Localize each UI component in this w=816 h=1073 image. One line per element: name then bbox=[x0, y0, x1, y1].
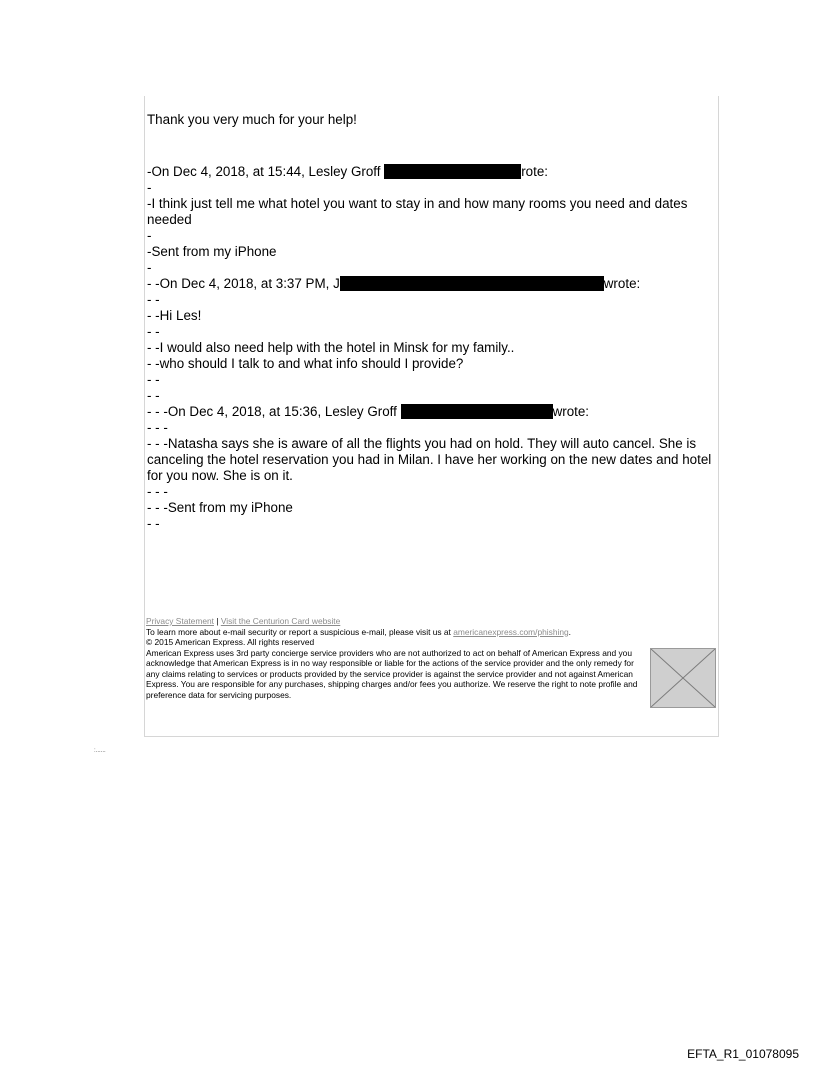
stray-mark: :...... bbox=[94, 748, 106, 754]
footer-links-row bbox=[146, 616, 718, 627]
thread-line bbox=[147, 388, 719, 404]
thread-line-text: - - bbox=[147, 372, 160, 387]
thread-line-text: - - - bbox=[147, 484, 168, 499]
privacy-statement-link[interactable]: Privacy Statement bbox=[146, 616, 214, 626]
quoted-thread bbox=[147, 164, 719, 532]
thread-line-suffix: wrote: bbox=[603, 276, 641, 291]
thread-line bbox=[147, 404, 719, 420]
thread-line-text: - bbox=[147, 260, 152, 275]
thread-line-text: - - bbox=[147, 324, 160, 339]
thread-line-text: - -I would also need help with the hotel in Minsk for my family.. bbox=[147, 340, 515, 355]
security-text: To learn more about e-mail security or report a suspicious e-mail, please visit us at bbox=[146, 626, 454, 637]
redaction-bar bbox=[384, 164, 521, 179]
opening-line: Thank you very much for your help! bbox=[147, 112, 357, 127]
thread-line-suffix: wrote: bbox=[552, 404, 590, 419]
thread-line-text: - bbox=[147, 228, 152, 243]
thread-line bbox=[147, 356, 719, 372]
bates-number: EFTA_R1_01078095 bbox=[687, 1047, 799, 1061]
thread-line bbox=[147, 276, 719, 292]
thread-line-text: - - bbox=[147, 292, 160, 307]
thread-line-text: -On Dec 4, 2018, at 15:44, Lesley Groff bbox=[147, 164, 385, 179]
copyright: © 2015 American Express. All rights reserved bbox=[146, 637, 315, 647]
thread-line-text: - - -Natasha says she is aware of all the flights you had on hold. They will auto cancel. She is canceling the hotel reservation you had in Milan. I have her working on the new dates and hotel for you now. She is on it. bbox=[147, 436, 715, 483]
email-body bbox=[147, 112, 719, 532]
thread-line bbox=[147, 164, 719, 180]
legal-row bbox=[146, 648, 718, 708]
link-separator: | bbox=[213, 616, 221, 626]
email-footer bbox=[146, 616, 718, 708]
security-notice bbox=[146, 627, 718, 638]
phishing-link[interactable]: americanexpress.com/phishing bbox=[453, 626, 569, 637]
thread-line-text: - -who should I talk to and what info should I provide? bbox=[147, 356, 464, 371]
thread-line bbox=[147, 292, 719, 308]
thread-line-text: - - -On Dec 4, 2018, at 15:36, Lesley Groff bbox=[147, 404, 401, 419]
thread-line bbox=[147, 260, 719, 276]
thread-line bbox=[147, 196, 719, 228]
legal-disclaimer: American Express uses 3rd party concierge service providers who are not authorized to act on behalf of American Express and you acknowledge that American Express is in no way responsible or liable for the actions of the service provider and the only remedy for any claims relating to services or products provided by the service provider is against the service provider and not against American Express. You are responsible for any purchases, shipping charges and/or fees you authorize. We reserve the right to note profile and preference data for servicing purposes. bbox=[146, 647, 638, 700]
thread-line-text: - - -Sent from my iPhone bbox=[147, 500, 293, 515]
centurion-card-link[interactable]: Visit the Centurion Card website bbox=[220, 616, 341, 626]
thread-line bbox=[147, 324, 719, 340]
thread-line-text: - -On Dec 4, 2018, at 3:37 PM, J bbox=[147, 276, 340, 291]
thread-line-text: -Sent from my iPhone bbox=[147, 244, 277, 259]
thread-line bbox=[147, 484, 719, 500]
thread-line-text: - - bbox=[147, 516, 160, 531]
thread-line-text: - -Hi Les! bbox=[147, 308, 202, 323]
thread-line bbox=[147, 244, 719, 260]
thread-line-text: - - - bbox=[147, 420, 168, 435]
placeholder-cross-icon bbox=[651, 649, 715, 707]
redaction-bar bbox=[401, 404, 553, 419]
thread-line bbox=[147, 436, 719, 484]
thread-line bbox=[147, 228, 719, 244]
thread-line-text: -I think just tell me what hotel you want to stay in and how many rooms you need and dates needed bbox=[147, 196, 692, 227]
redaction-bar bbox=[340, 276, 604, 291]
thread-line bbox=[147, 308, 719, 324]
thread-line bbox=[147, 516, 719, 532]
broken-image-icon bbox=[650, 648, 716, 708]
thread-line bbox=[147, 180, 719, 196]
thread-line-text: - - bbox=[147, 388, 160, 403]
thread-line bbox=[147, 372, 719, 388]
spacer bbox=[147, 128, 719, 164]
thread-line bbox=[147, 340, 719, 356]
period: . bbox=[568, 626, 571, 637]
thread-line bbox=[147, 500, 719, 516]
thread-line-text: - bbox=[147, 180, 152, 195]
thread-line bbox=[147, 420, 719, 436]
thread-line-suffix: rote: bbox=[521, 164, 548, 179]
